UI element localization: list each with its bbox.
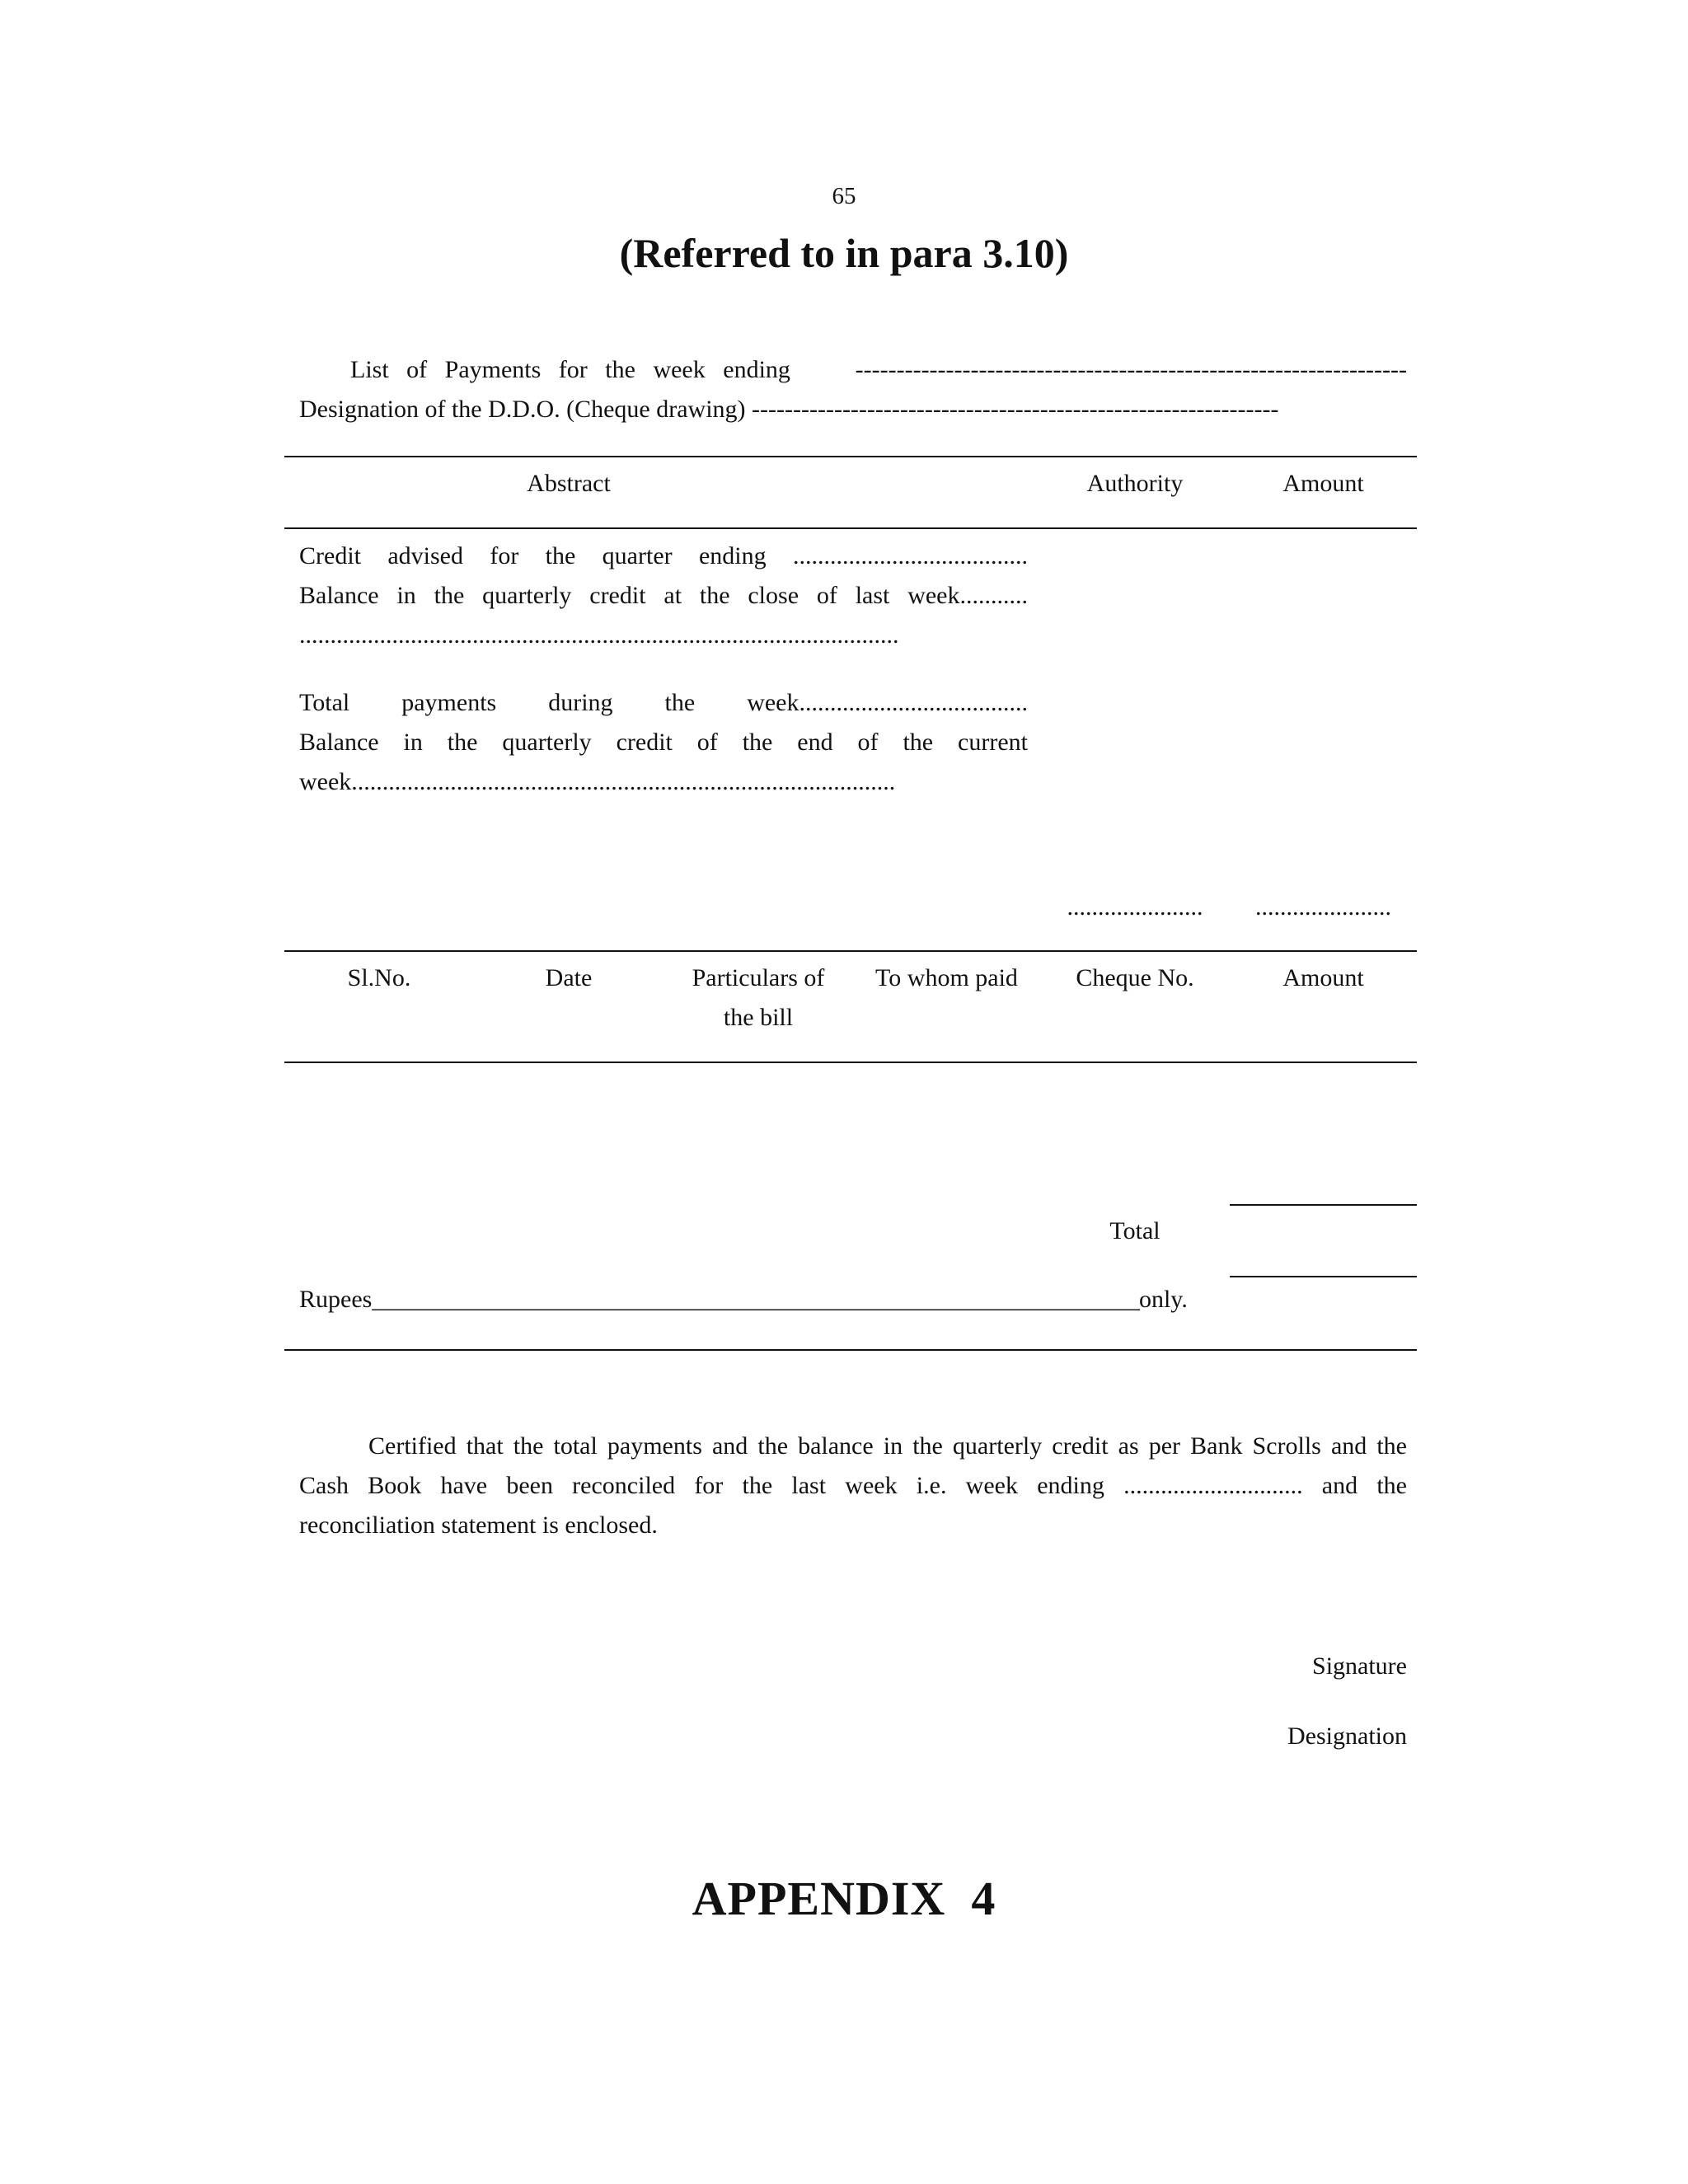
reference-title: (Referred to in para 3.10) bbox=[619, 230, 1069, 276]
particulars-header: Particulars of the bill bbox=[692, 964, 825, 1031]
abstract-header: Abstract bbox=[527, 470, 611, 497]
abstract-amount-fill[interactable]: ...................... bbox=[1255, 893, 1391, 921]
rupees-label: Rupees bbox=[299, 1286, 373, 1313]
rule-abstract-top bbox=[284, 456, 1417, 457]
rule-payments-header-bottom bbox=[284, 1062, 1417, 1063]
week-ending-line bbox=[350, 356, 1407, 384]
certificate-line-3: reconciliation statement is enclosed. bbox=[299, 1511, 658, 1539]
rupees-amount-field[interactable]: __________________________________________________________________ bbox=[372, 1286, 1139, 1313]
total-label: Total bbox=[1109, 1217, 1160, 1244]
week-dotted-line: week........................................................................................ bbox=[299, 768, 896, 795]
ddo-designation-label: Designation of the D.D.O. (Cheque drawing) bbox=[299, 396, 746, 423]
rule-rupees-bottom bbox=[284, 1349, 1417, 1351]
abstract-body bbox=[299, 537, 1028, 802]
balance-current-week-line: Balance in the quarterly credit of the end of the current bbox=[299, 729, 1028, 756]
signature-label: Signature bbox=[1312, 1652, 1407, 1680]
week-ending-label: List of Payments for the week ending bbox=[350, 356, 790, 383]
rule-payments-top bbox=[284, 950, 1417, 952]
designation-label: Designation bbox=[1287, 1722, 1407, 1750]
rupees-only: only. bbox=[1138, 1286, 1188, 1313]
rupees-line bbox=[299, 1286, 1371, 1314]
payments-amount-header: Amount bbox=[1282, 964, 1364, 991]
abstract-amount-header: Amount bbox=[1282, 470, 1364, 497]
authority-header: Authority bbox=[1086, 470, 1184, 497]
appendix-title: APPENDIX 4 bbox=[692, 1872, 996, 1925]
page-number: 65 bbox=[832, 183, 856, 209]
date-header: Date bbox=[545, 964, 593, 991]
credit-advised-line: Credit advised for the quarter ending ...................................... bbox=[299, 542, 1028, 569]
total-rule-top bbox=[1230, 1204, 1417, 1206]
cheque-no-header: Cheque No. bbox=[1076, 964, 1194, 991]
total-rule-bottom bbox=[1230, 1276, 1417, 1277]
certificate-text bbox=[299, 1427, 1407, 1545]
designation-line bbox=[299, 396, 1338, 424]
rule-abstract-header-bottom bbox=[284, 527, 1417, 529]
authority-fill[interactable]: ...................... bbox=[1067, 893, 1203, 921]
certificate-line-1: Certified that the total payments and the balance in the quarterly credit as per Bank Scrolls and the bbox=[368, 1432, 1407, 1460]
ddo-designation-fill[interactable]: ---------------------------------------------------------------- bbox=[752, 396, 1279, 423]
dotted-continuation-line: ................................................................................................. bbox=[299, 621, 899, 649]
week-ending-fill[interactable]: ------------------------------------------------------------------- bbox=[855, 356, 1407, 383]
balance-last-week-line: Balance in the quarterly credit at the close of last week........... bbox=[299, 582, 1028, 609]
total-payments-line: Total payments during the week..................................... bbox=[299, 689, 1028, 716]
to-whom-paid-header: To whom paid bbox=[875, 964, 1018, 991]
certificate-line-2: Cash Book have been reconciled for the last week i.e. week ending ............................. and the bbox=[299, 1472, 1407, 1499]
slno-header: Sl.No. bbox=[347, 964, 411, 991]
